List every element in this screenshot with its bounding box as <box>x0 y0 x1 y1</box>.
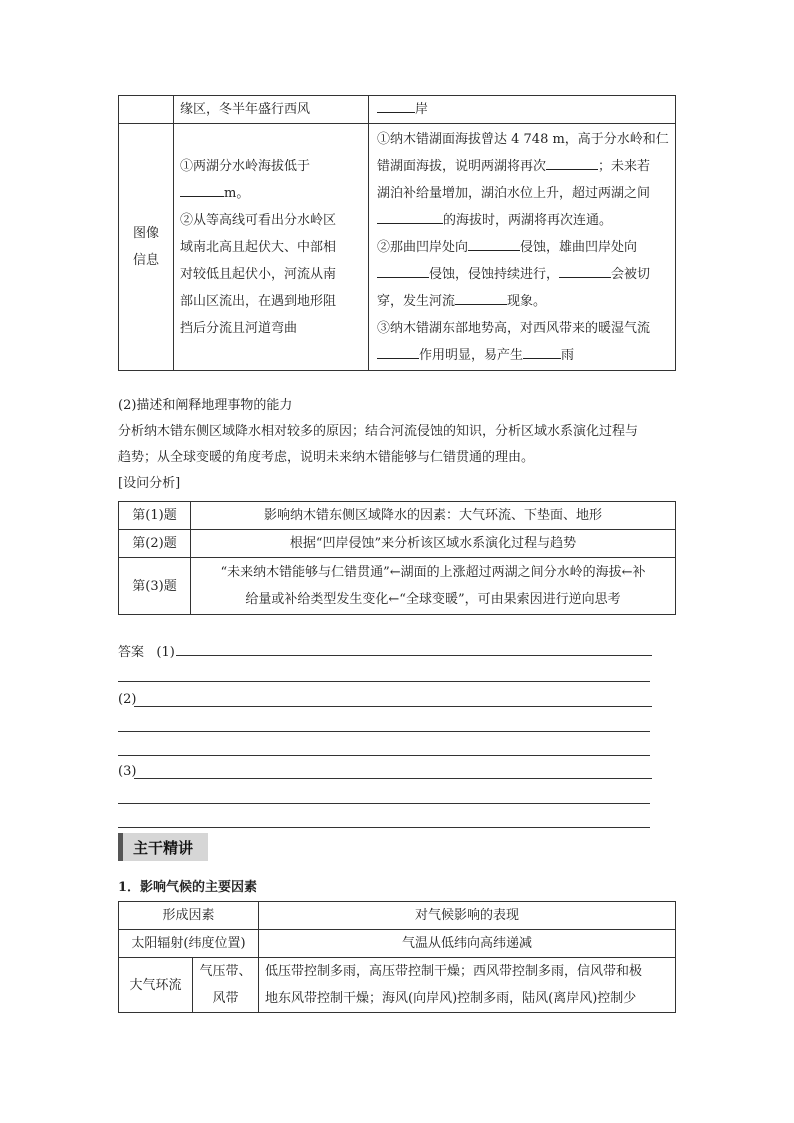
question-number: 第(1)题 <box>119 502 191 530</box>
cell-line: 气压带、 <box>199 964 252 979</box>
cell-text: 作用明显，易产生 <box>419 347 524 363</box>
answer-line[interactable] <box>118 731 650 732</box>
table-cell: 气温从低纬向高纬递减 <box>259 930 676 958</box>
cell-line: 风带 <box>212 991 239 1006</box>
section-banner <box>118 833 208 861</box>
cell-text: 会被切 <box>611 266 651 282</box>
question-number: 第(3)题 <box>119 558 191 615</box>
info-table-cell <box>369 96 676 124</box>
cell-text: 雨 <box>561 347 575 363</box>
info-table <box>118 95 676 371</box>
info-table-cell <box>174 96 369 124</box>
cell-text: ③纳木错湖东部地势高，对西风带来的暖湿气流 <box>377 320 651 336</box>
table-row <box>119 930 676 958</box>
cell-text: ②那曲凹岸处向 <box>377 239 469 255</box>
cell-text: ②从等高线可看出分水岭区 <box>180 212 337 228</box>
analysis-label: [设问分析] <box>118 476 181 491</box>
label-text: 信息 <box>132 253 159 268</box>
cell-text: ①两湖分水岭海拔低于 <box>180 158 311 174</box>
fill-blank[interactable] <box>377 262 429 278</box>
table-row <box>119 558 676 615</box>
cell-text: 侵蚀，雄曲凹岸处向 <box>520 239 638 255</box>
table-cell: 大气环流 <box>119 958 193 1013</box>
answer-line[interactable] <box>118 827 650 828</box>
table-cell: 太阳辐射(纬度位置) <box>119 930 259 958</box>
fill-blank[interactable] <box>455 289 507 305</box>
analysis-line: “未来纳木错能够与仁错贯通”←湖面的上涨超过两湖之间分水岭的海拔←补 <box>220 565 646 580</box>
cell-text: 穿，发生河流 <box>377 293 456 309</box>
table-row <box>119 902 676 930</box>
ability-text: 趋势；从全球变暖的角度考虑，说明未来纳木错能够与仁错贯通的理由。 <box>118 450 535 465</box>
column-header: 形成因素 <box>119 902 259 930</box>
fill-blank[interactable] <box>468 235 520 251</box>
answer-number: (1) <box>156 645 175 660</box>
cell-text: 缘区，冬半年盛行西风 <box>180 102 311 117</box>
cell-text: 对较低且起伏小，河流从南 <box>180 266 337 282</box>
column-header: 对气候影响的表现 <box>259 902 676 930</box>
analysis-table <box>118 501 676 615</box>
table-cell <box>193 958 259 1013</box>
cell-text: 域南北高且起伏大、中部相 <box>180 239 337 255</box>
table-row <box>119 502 676 530</box>
cell-text: 湖泊补给量增加，湖泊水位上升，超过两湖之间 <box>377 185 651 201</box>
cell-text: m。 <box>224 185 250 201</box>
cell-text: 部山区流出，在遇到地形阻 <box>180 293 337 309</box>
subheading: 1．影响气候的主要因素 <box>118 880 258 895</box>
fill-blank[interactable] <box>377 208 443 224</box>
cell-line: 低压带控制多雨，高压带控制干燥；西风带控制多雨，信风带和极 <box>265 964 643 979</box>
answer-line[interactable] <box>118 803 650 804</box>
fill-blank[interactable] <box>559 262 611 278</box>
answer-number: (2) <box>118 692 137 707</box>
answer-number: (3) <box>118 764 137 779</box>
info-table-cell <box>174 124 369 371</box>
cell-text: 错湖面海拔，说明两湖将再次 <box>377 158 547 174</box>
table-cell <box>259 958 676 1013</box>
answer-line[interactable] <box>118 681 650 682</box>
cell-text: 的海拔时，两湖将再次连通。 <box>443 212 613 228</box>
section-title: 主干精讲 <box>133 839 194 857</box>
table-row <box>119 958 676 1013</box>
fill-blank[interactable] <box>546 154 598 170</box>
ability-text: 分析纳木错东侧区域降水相对较多的原因；结合河流侵蚀的知识，分析区域水系演化过程与 <box>118 424 639 439</box>
fill-blank[interactable] <box>180 181 224 197</box>
fill-blank[interactable] <box>377 97 415 113</box>
answer-label <box>118 641 175 660</box>
analysis-line: 给量或补给类型发生变化←“全球变暖”，可由果索因进行逆向思考 <box>245 592 621 607</box>
info-table-cell <box>369 124 676 371</box>
analysis-text: 影响纳木错东侧区域降水的因素：大气环流、下垫面、地形 <box>191 502 676 530</box>
ability-heading: (2)描述和阐释地理事物的能力 <box>118 398 293 413</box>
analysis-text: 根据“凹岸侵蚀”来分析该区域水系演化过程与趋势 <box>191 530 676 558</box>
fill-blank[interactable] <box>523 343 561 359</box>
answer-line[interactable] <box>134 706 652 707</box>
cell-text: ；未来若 <box>598 158 651 174</box>
cell-text: 岸 <box>415 102 429 117</box>
cell-line: 地东风带控制干燥；海风(向岸风)控制多雨，陆风(离岸风)控制少 <box>265 991 637 1006</box>
fill-blank[interactable] <box>377 343 419 359</box>
analysis-text <box>191 558 676 615</box>
cell-text: 侵蚀，侵蚀持续进行， <box>429 266 560 282</box>
answer-line[interactable] <box>134 778 652 779</box>
cell-text: 挡后分流且河道弯曲 <box>180 320 298 336</box>
answer-line[interactable] <box>176 655 652 656</box>
table-row <box>119 530 676 558</box>
cell-text: ①纳木错湖面海拔曾达 4 748 m，高于分水岭和仁 <box>377 131 669 147</box>
label-text: 图像 <box>132 226 159 241</box>
info-table-cell-empty <box>119 96 174 124</box>
climate-factor-table <box>118 901 676 1013</box>
answer-line[interactable] <box>118 755 650 756</box>
cell-text: 现象。 <box>507 293 547 309</box>
info-table-label <box>119 124 174 371</box>
answer-label-text: 答案 <box>118 645 145 660</box>
question-number: 第(2)题 <box>119 530 191 558</box>
